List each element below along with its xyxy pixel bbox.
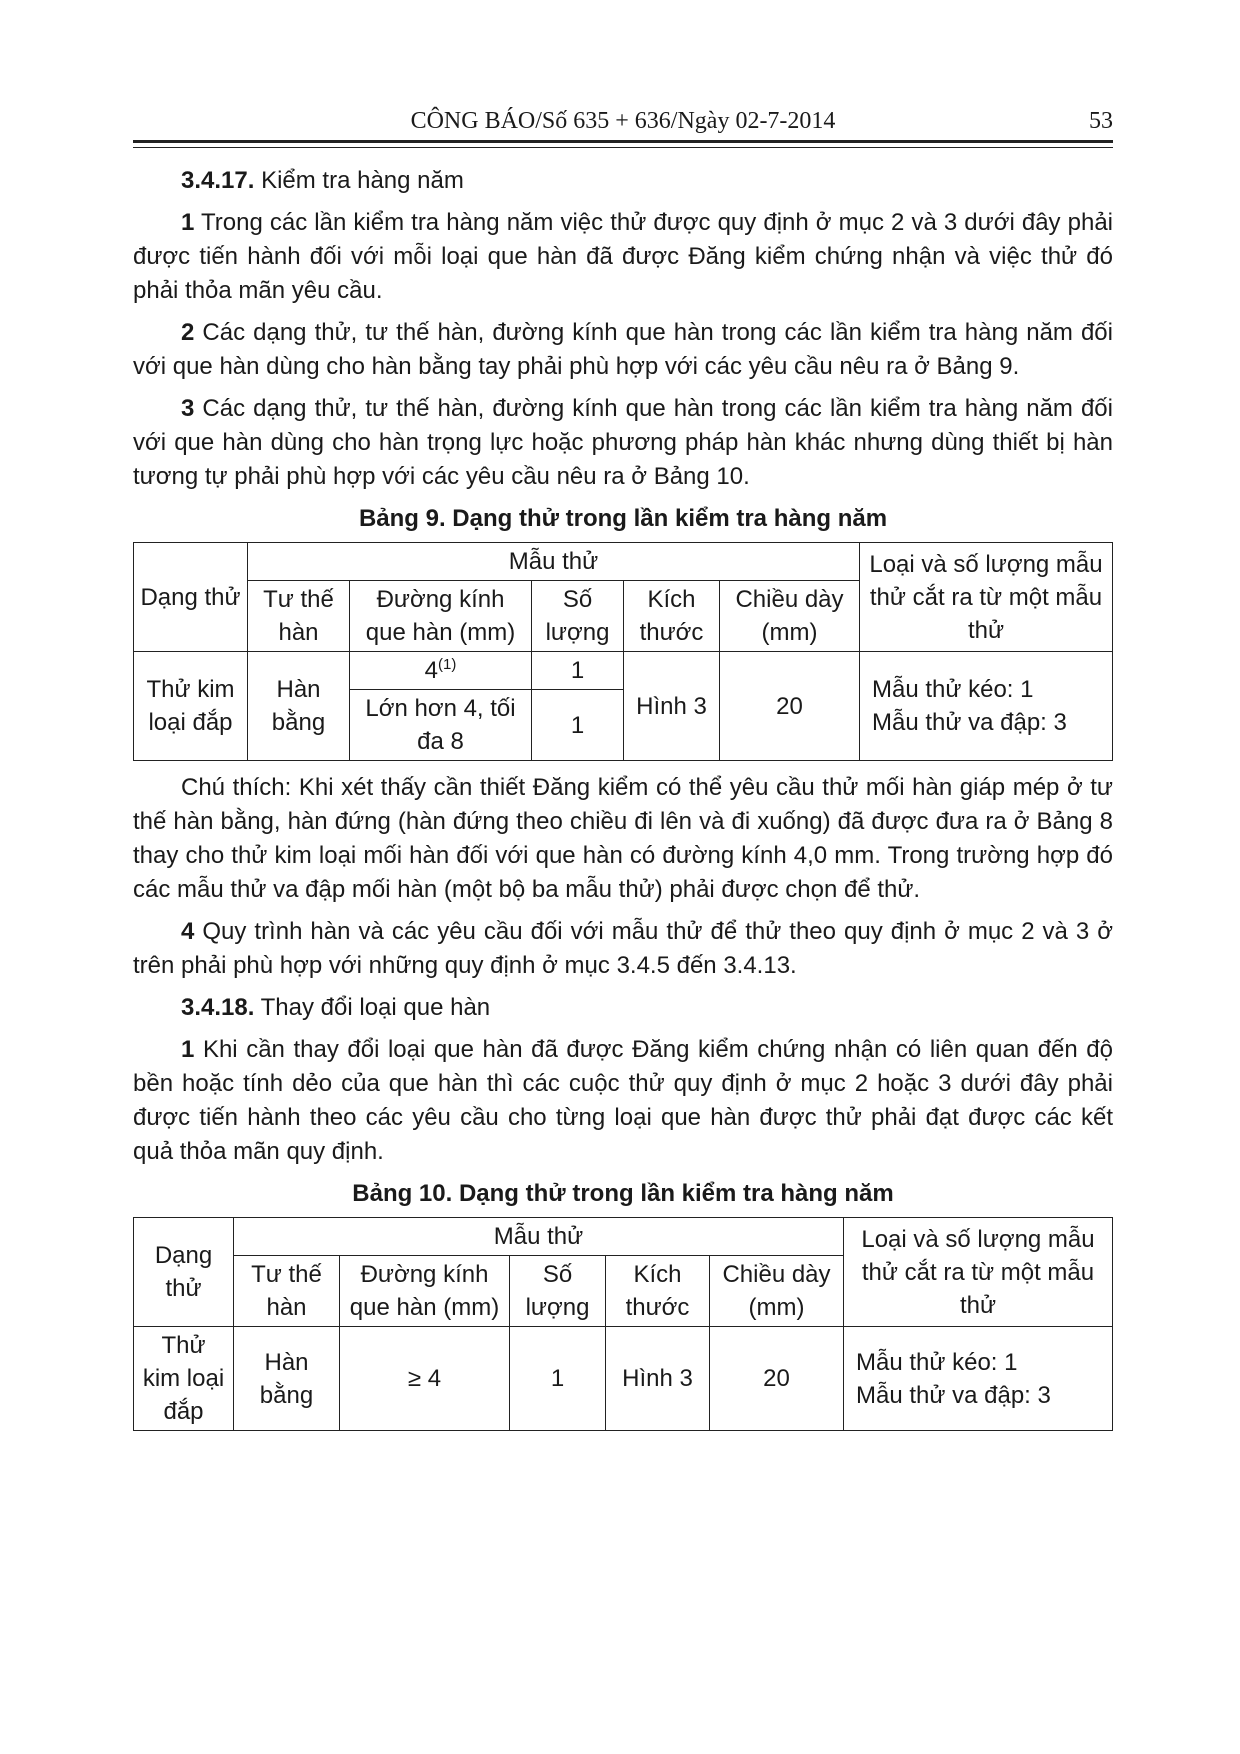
section-heading-3-4-18 [133,991,1113,1025]
cell-dang-thu: Thử kim loại đắp [134,1327,234,1431]
page-header [133,104,1113,144]
loai-line-2: Mẫu thử va đập: 3 [872,709,1067,736]
loai-line-1: Mẫu thử kéo: 1 [872,676,1034,703]
section-title: Kiểm tra hàng năm [261,167,464,194]
cell-chieu-day: 20 [710,1327,844,1431]
cell-dang-thu: Thử kim loại đắp [134,652,248,761]
section-number: 3.4.17. [181,167,255,194]
paragraph-text: Khi cần thay đổi loại que hàn đã được Đăng kiểm chứng nhận có liên quan đến độ bền hoặc tính dẻo của que hàn thì các cuộc thử quy định ở mục 2 hoặc 3 dưới đây phải được tiến hành theo các yêu cầu cho từng loại que hàn được thử phải đạt được các kết quả thỏa mãn quy định. [133,1036,1114,1165]
paragraph-1-section-3-4-18 [133,1033,1113,1169]
cell-loai-so-luong [860,652,1113,761]
cell-duong-kinh-1 [350,652,532,690]
header-kich-thuoc: Kích thước [624,581,720,652]
paragraph-1 [133,206,1113,308]
header-dang-thu: Dạng thử [134,1218,234,1327]
header-chieu-day: Chiều dày (mm) [710,1256,844,1327]
header-chieu-day: Chiều dày (mm) [720,581,860,652]
paragraph-text: Các dạng thử, tư thế hàn, đường kính que hàn trong các lần kiểm tra hàng năm đối với que hàn dùng cho hàn bằng tay phải phù hợp với các yêu cầu nêu ra ở Bảng 9. [133,319,1113,380]
cell-kich-thuoc: Hình 3 [624,652,720,761]
section-heading-3-4-17 [133,164,1113,198]
paragraph-text: Các dạng thử, tư thế hàn, đường kính que hàn trong các lần kiểm tra hàng năm đối với que hàn dùng cho hàn trọng lực hoặc phương pháp hàn khác nhưng dùng thiết bị hàn tương tự phải phù hợp với các yêu cầu nêu ra ở Bảng 10. [133,395,1113,490]
header-loai-so-luong: Loại và số lượng mẫu thử cắt ra từ một mẫu thử [860,543,1113,652]
header-loai-so-luong: Loại và số lượng mẫu thử cắt ra từ một mẫu thử [844,1218,1113,1327]
cell-chieu-day: 20 [720,652,860,761]
paragraph-text: Quy trình hàn và các yêu cầu đối với mẫu thử để thử theo quy định ở mục 2 và 3 ở trên phải phù hợp với những quy định ở mục 3.4.5 đến 3.4.13. [133,918,1113,979]
header-rule-thick [133,140,1113,143]
table-9 [133,542,1113,761]
section-number: 3.4.18. [181,994,255,1021]
table-9-caption: Bảng 9. Dạng thử trong lần kiểm tra hàng năm [358,505,888,532]
loai-line-2: Mẫu thử va đập: 3 [856,1381,1051,1409]
paragraph-2 [133,316,1113,384]
header-tu-the: Tư thế hàn [248,581,350,652]
page-body [133,164,1113,1441]
section-title: Thay đổi loại que hàn [260,994,491,1021]
header-kich-thuoc: Kích thước [606,1256,710,1327]
paragraph-3 [133,392,1113,494]
paragraph-text: Trong các lần kiểm tra hàng năm việc thử được quy định ở mục 2 và 3 dưới đây phải được tiến hành đối với mỗi loại que hàn đã được Đăng kiểm chứng nhận và việc thử đó phải thỏa mãn yêu cầu. [133,209,1113,304]
cell-loai-so-luong [844,1327,1113,1431]
cell-tu-the: Hàn bằng [234,1327,340,1431]
paragraph-number: 2 [181,319,195,346]
header-mau-thu: Mẫu thử [248,543,860,581]
cell-kich-thuoc: Hình 3 [606,1327,710,1431]
paragraph-4 [133,915,1113,983]
paragraph-number: 1 [181,209,195,236]
note-paragraph: Chú thích: Khi xét thấy cần thiết Đăng kiểm có thể yêu cầu thử mối hàn giáp mép ở tư thế hàn bằng, hàn đứng (hàn đứng theo chiều đi lên và đi xuống) đã được đưa ra ở Bảng 8 thay cho thử kim loại mối hàn đối với que hàn có đường kính 4,0 mm. Trong trường hợp đó các mẫu thử va đập mối hàn (một bộ ba mẫu thử) phải được chọn để thử. [133,774,1113,903]
header-dang-thu: Dạng thử [134,543,248,652]
page-number: 53 [1089,108,1113,134]
header-so-luong: Số lượng [532,581,624,652]
paragraph-number: 4 [181,918,195,945]
table-10-caption: Bảng 10. Dạng thử trong lần kiểm tra hàng năm [352,1180,894,1207]
cell-duong-kinh-2: Lớn hơn 4, tối đa 8 [350,690,532,761]
header-so-luong: Số lượng [510,1256,606,1327]
cell-tu-the: Hàn bằng [248,652,350,761]
header-duong-kinh: Đường kính que hàn (mm) [340,1256,510,1327]
cell-so-luong-2: 1 [532,690,624,761]
cell-so-luong: 1 [510,1327,606,1431]
cell-duong-kinh: ≥ 4 [340,1327,510,1431]
gazette-title: CÔNG BÁO/Số 635 + 636/Ngày 02-7-2014 [410,108,836,134]
header-mau-thu: Mẫu thử [234,1218,844,1256]
footnote-marker: (1) [438,656,457,673]
header-rule-thin [133,147,1113,148]
table-10 [133,1217,1113,1431]
header-tu-the: Tư thế hàn [234,1256,340,1327]
paragraph-number: 3 [181,395,195,422]
cell-so-luong-1: 1 [532,652,624,690]
header-duong-kinh: Đường kính que hàn (mm) [350,581,532,652]
duong-kinh-value: 4 [424,657,438,684]
paragraph-number: 1 [181,1036,195,1063]
loai-line-1: Mẫu thử kéo: 1 [856,1348,1018,1376]
